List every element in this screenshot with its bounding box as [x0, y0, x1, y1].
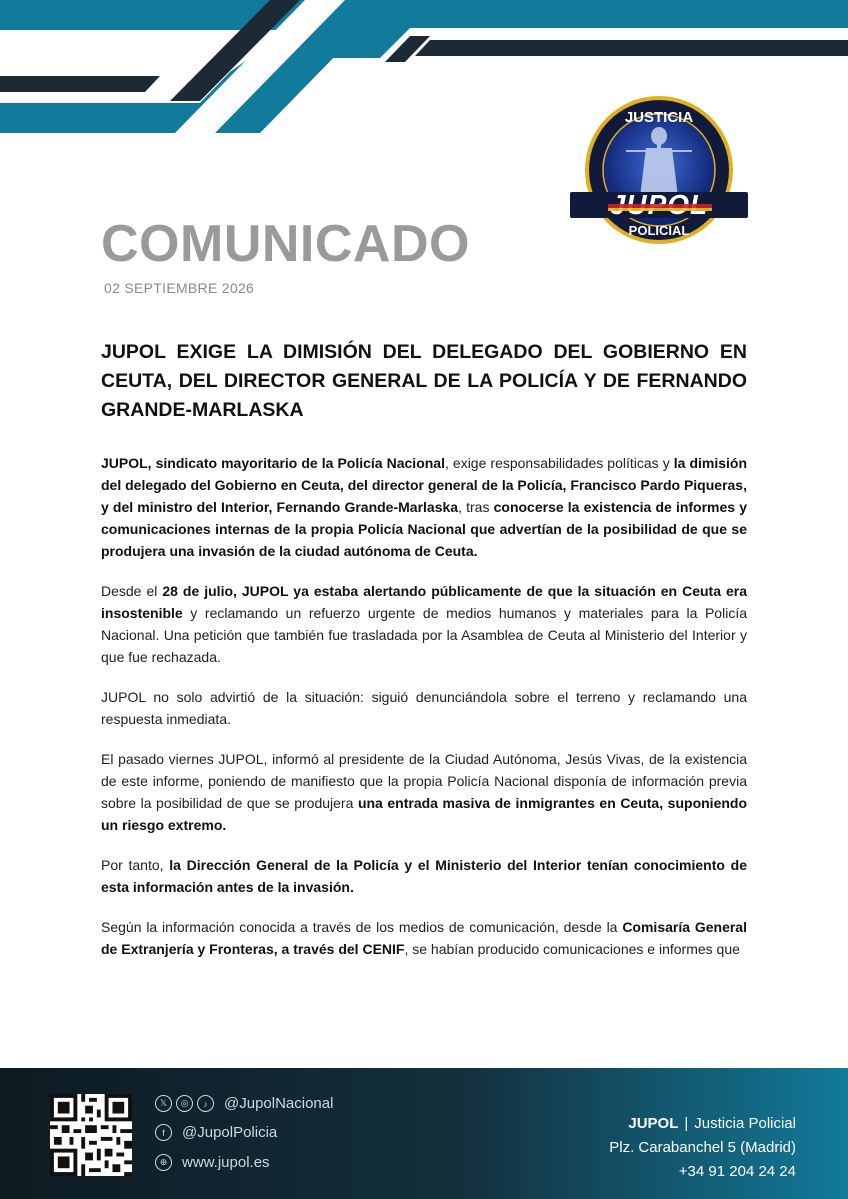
address: Plz. Carabanchel 5 (Madrid) — [609, 1139, 796, 1156]
jupol-logo — [568, 92, 750, 254]
p5-bold-1: la Dirección General de la Policía y el Ministerio del Interior tenían conocimiento de esta información antes de la invasión. — [101, 857, 748, 895]
qr-code[interactable] — [50, 1094, 132, 1176]
footer — [0, 1068, 848, 1199]
document-date: 02 SEPTIEMBRE 2026 — [104, 280, 255, 296]
org-tagline: Justicia Policial — [694, 1115, 796, 1132]
org-line — [609, 1112, 796, 1136]
website-link[interactable]: www.jupol.es — [182, 1154, 270, 1171]
org-separator: | — [684, 1115, 689, 1132]
facebook-icon[interactable]: f — [155, 1124, 172, 1141]
instagram-icon[interactable]: ◎ — [176, 1095, 193, 1112]
p2-text-2: y reclamando un refuerzo urgente de medios humanos y materiales para la Policía Nacional. Una petición que también fue trasladada por la Asamblea de Ceuta al Ministerio del Interior y que fue rechazada. — [101, 605, 747, 665]
phone[interactable]: +34 91 204 24 24 — [678, 1163, 796, 1180]
org-name: JUPOL — [628, 1115, 679, 1132]
logo-bottom-text: POLICIAL — [628, 223, 690, 238]
p6-text-1: Según la información conocida a través de los medios de comunicación, desde la — [101, 919, 623, 935]
social-row-policia[interactable] — [155, 1124, 277, 1141]
p6-bold-1: Comisaría General de Extranjería y Fronteras, a través del CENIF — [101, 919, 747, 957]
p4-text-1: El pasado viernes JUPOL, informó al presidente de la Ciudad Autónoma, Jesús Vivas, de la existencia de este informe, poniendo de manifiesto que la propia Policía Nacional disponía de información previa sobre la posibilidad de que se produjera — [101, 751, 747, 811]
x-icon[interactable]: 𝕏 — [155, 1095, 172, 1112]
p1-text-1: , exige responsabilidades políticas y — [444, 455, 674, 471]
document-title: COMUNICADO — [101, 215, 470, 273]
p1-text-2: , tras — [458, 499, 494, 515]
social-row-web[interactable] — [155, 1154, 270, 1171]
p1-bold-1: JUPOL, sindicato mayoritario de la Policía Nacional — [101, 455, 445, 471]
paragraph-2 — [101, 580, 747, 668]
social-handle-policia[interactable]: @JupolPolicia — [182, 1124, 278, 1141]
paragraph-6 — [101, 916, 747, 960]
p5-text-1: Por tanto, — [101, 857, 170, 873]
p1-bold-3: conocerse la existencia de informes y comunicaciones internas de la propia Policía Nacional que advertían de la posibilidad de que se produjera una invasión de la ciudad autónoma de Ceuta. — [101, 499, 747, 559]
p2-bold-1: 28 de julio, JUPOL ya estaba alertando públicamente de que la situación en Ceuta era insostenible — [101, 583, 747, 621]
social-handle-nacional[interactable]: @JupolNacional — [224, 1095, 334, 1112]
logo-top-text: JUSTICIA — [624, 109, 694, 126]
p4-bold-1: una entrada masiva de inmigrantes en Ceuta, suponiendo un riesgo extremo. — [101, 795, 748, 833]
document-body — [101, 452, 747, 978]
web-icon[interactable]: ⊕ — [155, 1154, 172, 1171]
paragraph-5 — [101, 854, 747, 898]
social-row-nacional[interactable] — [155, 1095, 333, 1112]
p1-bold-2: la dimisión del delegado del Gobierno en Ceuta, del director general de la Policía, Francisco Pardo Piqueras, y del ministro del Interior, Fernando Grande-Marlaska — [101, 455, 748, 515]
paragraph-4 — [101, 748, 747, 836]
p2-text-1: Desde el — [101, 583, 163, 599]
headline: JUPOL EXIGE LA DIMISIÓN DEL DELEGADO DEL GOBIERNO EN CEUTA, DEL DIRECTOR GENERAL DE LA POLICÍA Y DE FERNANDO GRANDE-MARLASKA — [101, 341, 747, 421]
tiktok-icon[interactable]: ♪ — [197, 1095, 214, 1112]
p6-text-2: , se habían producido comunicaciones e informes que — [404, 941, 740, 957]
contact-block — [609, 1112, 796, 1184]
paragraph-1 — [101, 452, 747, 562]
paragraph-3: JUPOL no solo advirtió de la situación: siguió denunciándola sobre el terreno y reclamando una respuesta inmediata. — [101, 689, 747, 727]
